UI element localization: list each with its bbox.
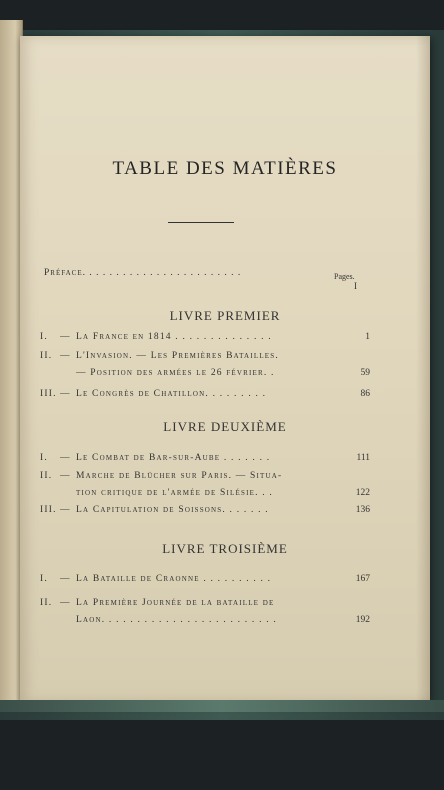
toc-entry: III. — Le Congrès de Chatillon. . . . . . . . . 86 <box>40 386 370 403</box>
entry-number: II. <box>40 471 53 481</box>
preface-entry: Préface. . . . . . . . . . . . . . . . . . . . . . . . <box>44 268 242 278</box>
entry-page: 122 <box>355 488 370 498</box>
entry-number: III. <box>40 505 57 515</box>
entry-page: 111 <box>356 453 370 463</box>
entry-number: I. <box>40 332 48 342</box>
page-title: TABLE DES MATIÈRES <box>112 158 338 179</box>
entry-title-continued: Laon. . . . . . . . . . . . . . . . . . . . . . . . . <box>76 615 277 625</box>
entry-title: La Première Journée de la bataille de <box>76 598 275 608</box>
entry-number: II. <box>40 351 53 361</box>
entry-page: 1 <box>365 332 370 342</box>
entry-title: Le Congrès de Chatillon. . . . . . . . . <box>76 389 267 399</box>
entry-title: La France en 1814 . . . . . . . . . . . . . . <box>76 332 272 342</box>
table-of-contents <box>20 36 430 702</box>
entry-page: 192 <box>355 615 370 625</box>
book-heading-3: LIVRE TROISIÈME <box>162 541 288 556</box>
toc-entry: II. — La Première Journée de la bataille de Laon. . . . . . . . . . . . . . . . . . . . . . . . . 192 <box>40 595 370 629</box>
toc-entry: III. — La Capitulation de Soissons. . . . . . . 136 <box>40 502 370 519</box>
entry-page: 86 <box>360 389 370 399</box>
entry-title: La Capitulation de Soissons. . . . . . . <box>76 505 269 515</box>
entry-title-continued: tion critique de l'armée de Silésie. . . <box>76 488 273 498</box>
entry-title-continued: — Position des armées le 26 février. . <box>76 368 275 378</box>
entry-title: La Bataille de Craonne . . . . . . . . . . <box>76 574 272 584</box>
preface-page-number: I <box>354 281 357 291</box>
entry-page: 167 <box>355 574 370 584</box>
book-heading-2: LIVRE DEUXIÈME <box>163 419 287 434</box>
entry-title: Le Combat de Bar-sur-Aube . . . . . . . <box>76 453 271 463</box>
toc-entry: II. — L'Invasion. — Les Premières Batailles. — Position des armées le 26 février. . 59 <box>40 348 370 382</box>
entry-number: I. <box>40 453 48 463</box>
toc-entry: I. — Le Combat de Bar-sur-Aube . . . . . . . 111 <box>40 450 370 467</box>
entry-page: 59 <box>360 368 370 378</box>
book-heading-1: LIVRE PREMIER <box>169 308 281 323</box>
entry-number: III. <box>40 389 57 399</box>
entry-title: Marche de Blücher sur Paris. — Situa- <box>76 471 283 481</box>
entry-number: I. <box>40 574 48 584</box>
toc-entry: I. — La France en 1814 . . . . . . . . . . . . . . 1 <box>40 329 370 346</box>
title-divider <box>168 222 234 223</box>
entry-title: L'Invasion. — Les Premières Batailles. <box>76 351 279 361</box>
toc-entry: I. — La Bataille de Craonne . . . . . . . . . . 167 <box>40 571 370 588</box>
entry-page: 136 <box>355 505 370 515</box>
toc-entry: II. — Marche de Blücher sur Paris. — Situa- tion critique de l'armée de Silésie. . . 122 <box>40 468 370 502</box>
entry-number: II. <box>40 598 53 608</box>
pages-column-label: Pages. <box>334 272 355 281</box>
